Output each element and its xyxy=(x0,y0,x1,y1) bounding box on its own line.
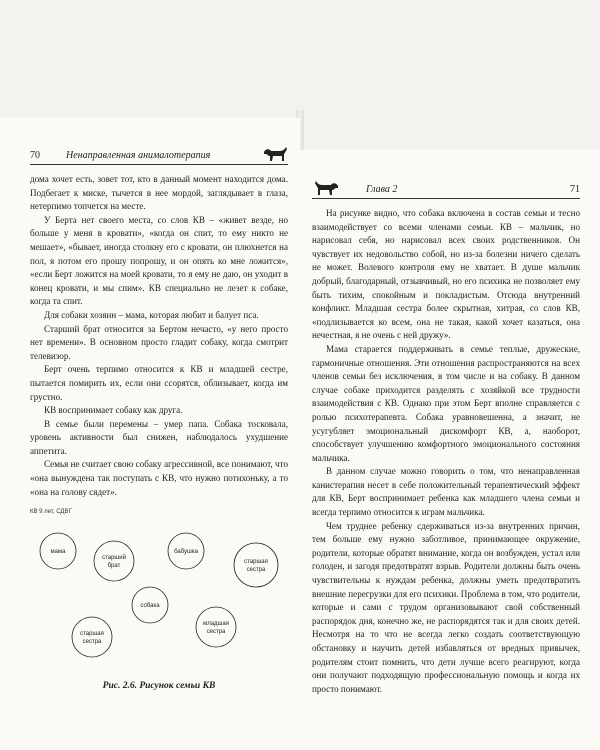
node-mama xyxy=(40,533,76,569)
node-older-sister-1 xyxy=(234,543,278,587)
right-page-header xyxy=(312,174,580,199)
node-label: мама xyxy=(50,549,66,556)
paragraph: Старший брат относится за Бертом нечасто, «у него просто нет времени». В основном просто гладит собаку, когда смотрит телевизор. xyxy=(30,323,288,361)
right-page xyxy=(300,150,600,750)
left-page xyxy=(0,118,300,750)
node-grandmother xyxy=(168,533,204,569)
paragraph: У Берта нет своего места, со слов КВ – «живет везде, но больше у меня в кровати», «когда он спит, то ему никто не мешает», «бывает, иногда столкну его с кровати, он плюхнется на пол, я потом его прошу попрошу, и он опять ко мне ложится», «если Берт ложится на моей кровати, то я ему не даю, он уходит в конец кровати, и мы спим». КВ специально не лезет к собаке, когда та спит. xyxy=(30,214,288,307)
paragraph: дома хочет есть, зовет тот, кто в данный момент находится дома. Подбегает к миске, тычется в нее мордой, заглядывает в глаза, нетерпимо топчется на месте. xyxy=(30,174,288,212)
node-label: младшая сестра xyxy=(203,621,229,636)
figure-caption: Рис. 2.6. Рисунок семьи КВ xyxy=(102,681,216,692)
right-page-number: 71 xyxy=(570,184,580,195)
paragraph: КВ воспринимает собаку как друга. xyxy=(44,405,183,416)
paragraph: Мама старается поддерживать в семье теплые, дружеские, гармоничные отношения. Эти отношения распространяются на всех членов семьи без исключения, в том числе и на собаку. В данном случае собаке приходится разделять с хозяйкой все трудности взаимодействия с КВ. Однако при этом Берт вполне справляется с ролью психотерапевта. Собака уравновешенна, а значит, не усугубляет эмоциональный дискомфорт КВ, а, наоборот, способствует улучшению комфортного эмоционального состояния мальчика. xyxy=(312,343,580,463)
paragraph: Семья не считает свою собаку агрессивной, все понимают, что «она вынуждена так поступать с КВ, что нужно потихоньку, а то «она на голову сядет». xyxy=(30,459,288,497)
node-label: старшая сестра xyxy=(80,631,104,646)
left-page-number: 70 xyxy=(30,150,40,161)
paragraph: На рисунке видно, что собака включена в состав семьи и тесно взаимодействует со всеми членами семьи. КВ – мальчик, но нарисовал себя, но нарисовал всех своих родственников. Он чувствует их недовольство собой, но из-за болезни ничего сделать не может. Волевого контроля ему не хватает. В душе мальчик добрый, благодарный, отзывчивый, но его психика не позволяет ему быть тихим, спокойным и покладистым. Отсюда внутренний конфликт. Младшая сестра более скрытная, хитрая, со слов КВ, «подлизывается ко всем, она не такая, какой хочет казаться, она нечестная, я не очень с ней дружу». xyxy=(312,208,580,341)
right-running-title: Глава 2 xyxy=(366,184,398,195)
node-label: собака xyxy=(140,603,160,610)
paragraph: Чем труднее ребенку сдерживаться из-за внутренних причин, тем больше ему нужно заботливое, принимающее окружение, родители, которые обратят внимание, когда он возбужден, устал или голоден, и загодя предотвратят взрыв. Родители должны быть очень чувствительны к нуждам ребенка, должны уметь предотвратить внешние перегрузки для его психики. Проблема в том, что родители, которые и сами с трудом организовывают свой собственный распорядок дня, конечно же, не распорядятся так и для своих детей. Несмотря на то что не всегда легко создать соответствующую обстановку и научить детей избавляться от вредных привычек, родителям стоит помнить, что дети лучше всего реагируют, когда они получают подходящую профессиональную помощь и когда их просто понимают. xyxy=(312,520,580,694)
node-label: старший брат xyxy=(102,555,126,570)
node-label: старшая сестра xyxy=(244,559,268,574)
dog-icon xyxy=(262,145,288,166)
node-older-sister-2 xyxy=(72,617,112,657)
node-younger-sister xyxy=(196,607,236,647)
node-label: бабушка xyxy=(174,549,198,556)
left-body-text xyxy=(30,173,288,499)
left-page-header xyxy=(30,140,288,165)
node-dog xyxy=(132,587,168,623)
node-older-brother xyxy=(94,541,134,581)
paragraph: Берт очень терпимо относится к КВ и младшей сестре, пытается помирить их, если они ссорятся, облизывает, когда им грустно. xyxy=(30,364,288,402)
family-drawing-diagram xyxy=(30,509,288,679)
dog-icon xyxy=(314,179,340,200)
paragraph: В данном случае можно говорить о том, что ненаправленная канистерапия несет в себе положительный терапевтический эффект для КВ, Берт воспринимает ребенка как младшего члена семьи и всегда терпимо относится к играм мальчика. xyxy=(312,466,580,518)
paragraph: В семье были перемены – умер папа. Собака тосковала, уровень активности был снижен, наблюдалось ухудшение аппетита. xyxy=(30,418,288,456)
right-body-text xyxy=(312,207,580,696)
paragraph: Для собаки хозяин – мама, которая любит и балует пса. xyxy=(44,309,259,320)
left-running-title: Ненаправленная анималотерапия xyxy=(66,150,211,161)
diagram-svg xyxy=(30,509,288,679)
diagram-label: КВ 9 лет, СДВГ xyxy=(30,509,72,516)
